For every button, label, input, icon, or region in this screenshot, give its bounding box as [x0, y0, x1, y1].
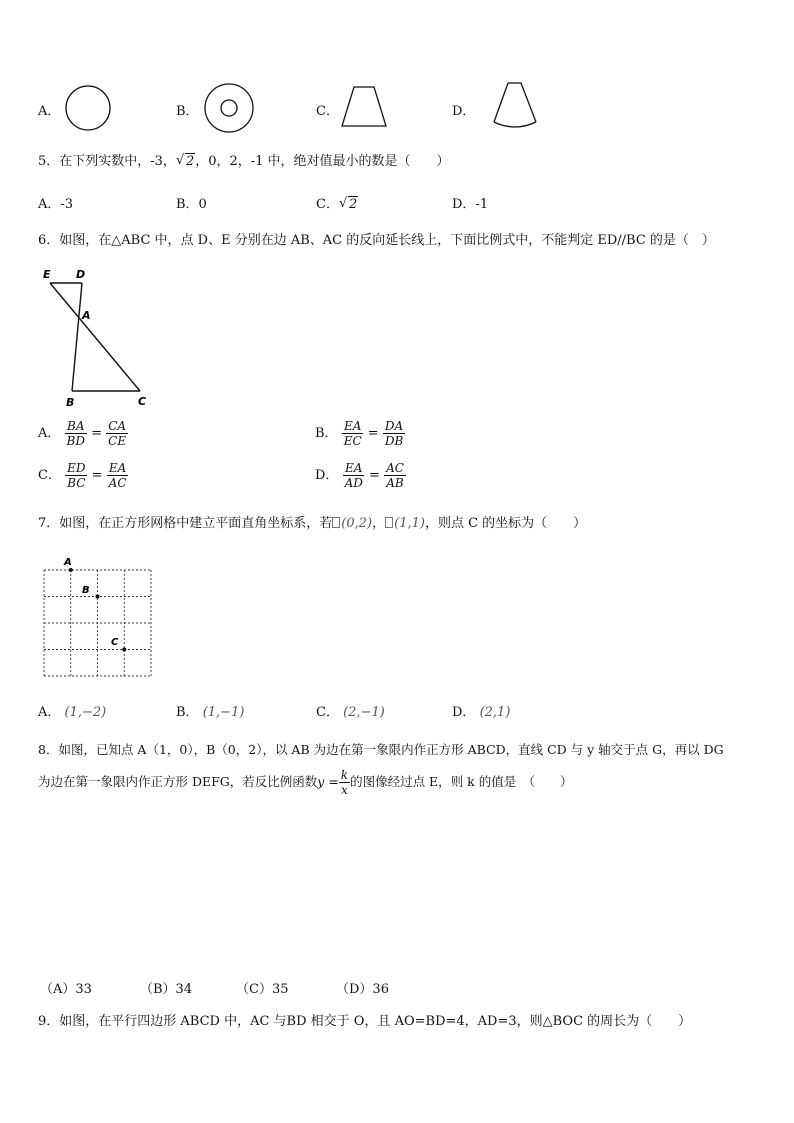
q5-option-b[interactable]: B．0	[176, 197, 207, 212]
q7-stem-part-a: 7．如图，在正方形网格中建立平面直角坐标系，若	[38, 516, 333, 531]
point-label-e: E	[43, 268, 51, 281]
q7-option-a-value: (1,−2)	[64, 705, 107, 720]
q5-option-a[interactable]: A．-3	[38, 197, 74, 212]
q6-option-a[interactable]	[38, 419, 128, 448]
q7-option-d-label: D．	[452, 705, 476, 720]
q8-option-b[interactable]: （B）34	[140, 982, 193, 997]
equals-sign: =	[91, 468, 103, 483]
cone-icon	[490, 80, 540, 134]
q8-stem-line1: 8．如图，已知点 A（1，0），B（0，2），以 AB 为边在第一象限内作正方形 ABCD，直线 CD 与 y 轴交于点 G，再以 DG	[38, 742, 724, 757]
fraction	[383, 419, 405, 448]
point-label-d: D	[76, 268, 86, 281]
fraction	[65, 419, 87, 448]
q8-stem-part-b: 的图像经过点 E，则 k 的值是 （ ）	[350, 774, 573, 789]
denominator: DB	[384, 434, 404, 448]
grid-label-b: B	[82, 585, 90, 596]
q7-option-d-value: (2,1)	[479, 705, 511, 720]
q8-option-d[interactable]: （D）36	[336, 982, 389, 997]
q7-option-b-value: (1,−1)	[202, 705, 245, 720]
q6-option-d-label: D．	[315, 468, 339, 483]
q7-coord-b: (1,1)	[394, 516, 425, 531]
q8-option-c[interactable]: （C）35	[236, 982, 289, 997]
q5-option-d[interactable]: D．-1	[452, 197, 489, 212]
q4-option-d-label: D．	[452, 104, 476, 119]
q4-option-a[interactable]	[38, 100, 60, 119]
q7-coord-a: (0,2)	[341, 516, 373, 531]
equals-sign: =	[369, 468, 380, 483]
point-label-c: C	[138, 395, 147, 408]
numerator: DA	[384, 419, 404, 433]
ring-icon	[203, 82, 255, 134]
q6-option-a-label: A．	[38, 426, 61, 441]
function-y: y =	[317, 774, 339, 789]
q7-separator: ，	[372, 516, 386, 531]
q7-option-c-value: (2,−1)	[343, 705, 385, 720]
denominator: AD	[344, 476, 363, 490]
denominator: BD	[66, 434, 85, 448]
denominator: EC	[343, 434, 362, 448]
q4-option-b-label: B．	[176, 104, 199, 119]
denominator: BC	[67, 476, 86, 490]
denominator: x	[341, 783, 348, 797]
q9-stem: 9．如图，在平行四边形 ABCD 中，AC 与BD 相交于 O，且 AO=BD=4，AD=3，则△BOC 的周长为（ ）	[38, 1014, 692, 1029]
q6-option-b-label: B．	[315, 426, 338, 441]
numerator: AC	[386, 461, 404, 475]
grid-figure	[40, 556, 156, 680]
function-fraction	[339, 768, 350, 797]
q5-option-c-label: C．	[316, 197, 339, 212]
fraction	[106, 419, 128, 448]
q6-stem: 6．如图，在△ABC 中，点 D、E 分别在边 AB、AC 的反向延长线上，下面比例式中，不能判定 ED//BC 的是（ ）	[38, 233, 715, 248]
q4-option-c[interactable]	[316, 100, 339, 119]
sqrt-radicand: 2	[348, 197, 358, 212]
numerator: k	[340, 768, 349, 782]
equals-sign: =	[91, 426, 103, 441]
q7-option-c[interactable]	[316, 701, 385, 720]
numerator: EA	[345, 461, 363, 475]
denominator: CE	[108, 434, 127, 448]
q7-option-a-label: A．	[38, 705, 61, 720]
q4-option-a-label: A．	[38, 104, 61, 119]
circle-icon	[64, 84, 112, 132]
trapezoid-icon	[340, 84, 388, 130]
sqrt-expression	[339, 197, 358, 212]
q5-stem-part-a: 5．在下列实数中，-3，	[38, 154, 176, 169]
fraction	[65, 461, 87, 490]
fraction	[107, 461, 129, 490]
q8-option-a[interactable]: （A）33	[40, 982, 92, 997]
missing-glyph-icon	[385, 517, 393, 528]
q8-stem-part-a: 为边在第一象限内作正方形 DEFG，若反比例函数	[38, 774, 318, 789]
triangle-figure	[40, 264, 160, 412]
q4-option-c-label: C．	[316, 104, 339, 119]
numerator: ED	[67, 461, 86, 475]
sqrt-expression	[176, 154, 195, 169]
grid-label-a: A	[64, 557, 72, 568]
q6-option-c-label: C．	[38, 468, 61, 483]
q7-option-a[interactable]	[38, 701, 106, 720]
denominator: AC	[108, 476, 127, 490]
q6-option-d[interactable]	[315, 461, 406, 490]
numerator: BA	[67, 419, 85, 433]
q4-option-b[interactable]	[176, 100, 199, 119]
sqrt-radicand: 2	[185, 154, 195, 169]
q7-option-b[interactable]	[176, 701, 244, 720]
q7-option-d[interactable]	[452, 701, 510, 720]
fraction	[343, 461, 365, 490]
numerator: CA	[108, 419, 127, 433]
q5-stem-part-b: ，0，2，-1 中，绝对值最小的数是（ ）	[195, 154, 450, 169]
fraction	[342, 419, 364, 448]
q4-option-d[interactable]	[452, 100, 475, 119]
q5-stem	[38, 150, 450, 169]
point-label-a: A	[82, 309, 91, 322]
q6-option-c[interactable]	[38, 461, 129, 490]
q7-stem	[38, 512, 586, 531]
point-label-b: B	[66, 396, 75, 409]
numerator: EA	[343, 419, 362, 433]
q6-option-b[interactable]	[315, 419, 405, 448]
missing-glyph-icon	[332, 517, 340, 528]
q7-option-c-label: C．	[316, 705, 339, 720]
q7-option-b-label: B．	[176, 705, 199, 720]
fraction	[384, 461, 406, 490]
grid-label-c: C	[111, 637, 119, 648]
q5-option-c[interactable]	[316, 193, 358, 212]
equals-sign: =	[367, 426, 379, 441]
q7-stem-part-b: ，则点 C 的坐标为（ ）	[424, 516, 587, 531]
denominator: AB	[386, 476, 404, 490]
q8-stem-line2	[38, 768, 572, 797]
numerator: EA	[108, 461, 127, 475]
